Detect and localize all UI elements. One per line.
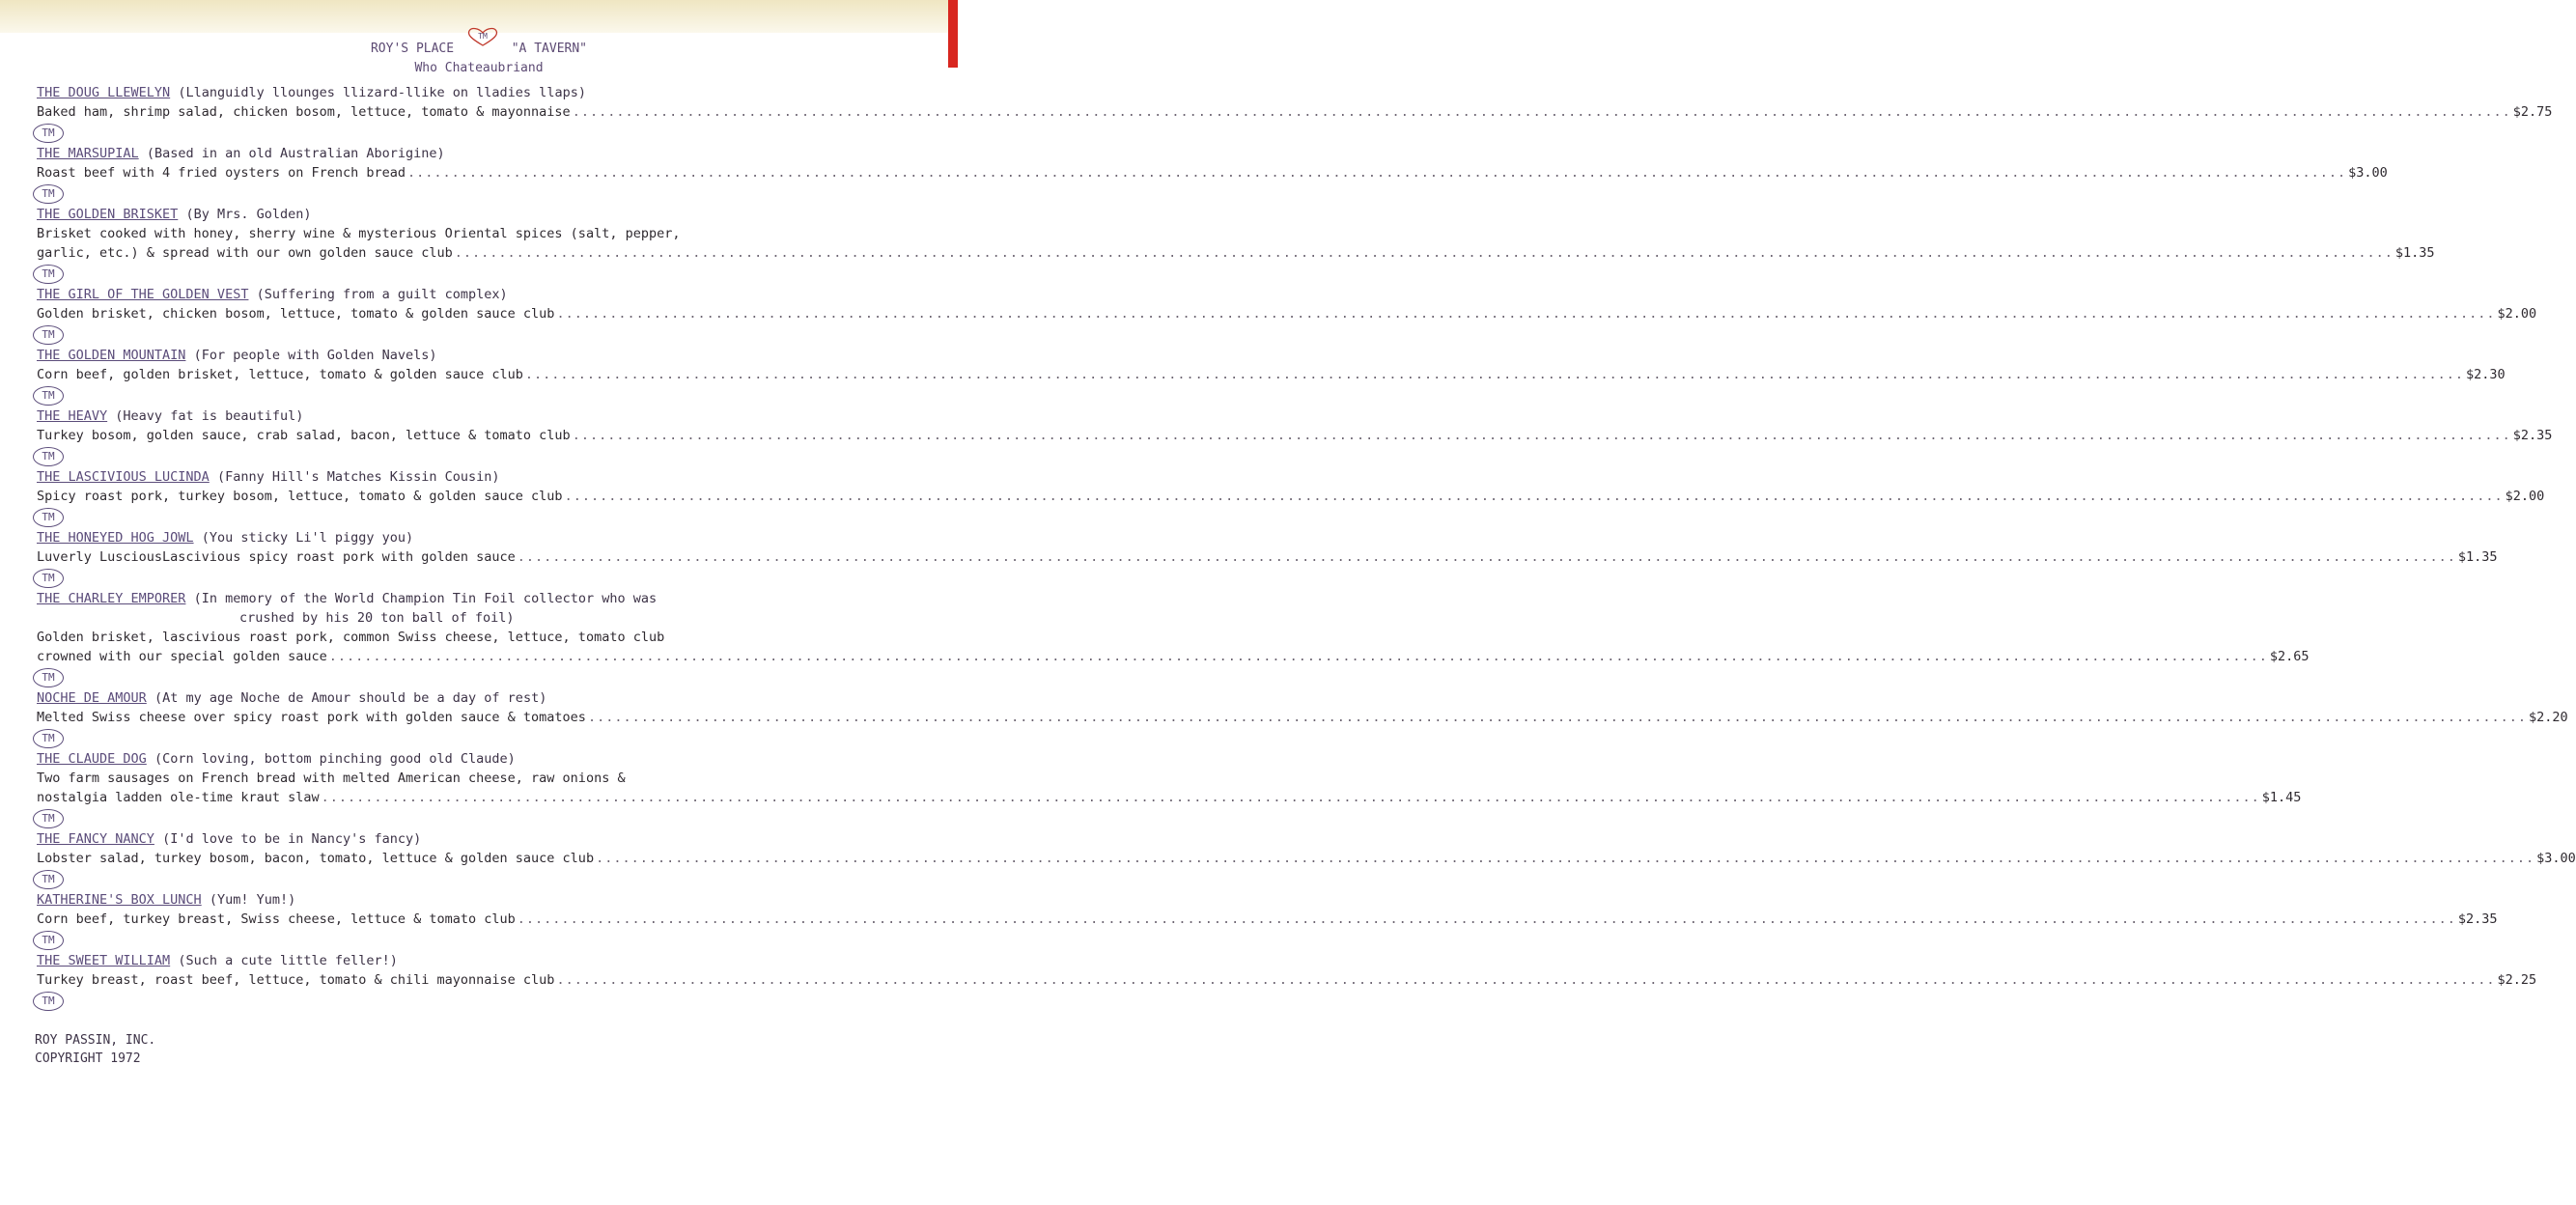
menu-item-name: THE GOLDEN BRISKET — [37, 207, 179, 222]
dot-leader: ............................................................................................................................................................................................................................ — [524, 367, 2465, 382]
menu-item-description — [37, 163, 2388, 182]
menu-item-description-text: Golden brisket, chicken bosom, lettuce, tomato & golden sauce club — [37, 306, 555, 322]
menu-item-price: $2.75 — [2512, 104, 2553, 120]
tm-stamp: TM — [33, 569, 64, 588]
menu-item — [37, 285, 2537, 346]
menu-item-description — [37, 304, 2537, 323]
menu-item-note: (You sticky Li'l piggy you) — [201, 530, 414, 546]
menu-item-name: THE LASCIVIOUS LUCINDA — [37, 469, 210, 485]
dot-leader: ............................................................................................................................................................................................................................ — [517, 911, 2456, 927]
menu-item-description — [37, 426, 2553, 445]
menu-item-note: (Suffering from a guilt complex) — [256, 287, 508, 302]
dot-leader: ............................................................................................................................................................................................................................ — [556, 972, 2496, 988]
menu-item-description — [37, 365, 2506, 384]
dot-leader: ............................................................................................................................................................................................................................ — [454, 245, 2394, 261]
menu-item — [37, 749, 2302, 829]
menu-item-price: $2.65 — [2269, 649, 2310, 664]
dot-leader: ............................................................................................................................................................................................................................ — [517, 549, 2456, 565]
menu-item-price: $2.25 — [2497, 972, 2537, 988]
menu-item-title-line — [37, 749, 935, 769]
tm-stamp: TM — [33, 447, 64, 466]
dot-leader: ............................................................................................................................................................................................................................ — [321, 790, 2260, 805]
dot-leader: ............................................................................................................................................................................................................................ — [572, 428, 2511, 443]
menu-item-price: $2.35 — [2512, 428, 2553, 443]
menu-item — [37, 688, 2568, 749]
tm-stamp: TM — [33, 992, 64, 1011]
menu-item-description — [37, 849, 2576, 868]
menu-item — [37, 205, 2435, 285]
menu-item-description — [37, 647, 2310, 666]
header-tavern: "A TAVERN" — [511, 42, 588, 56]
menu-item-name: THE CLAUDE DOG — [37, 751, 147, 767]
menu-item-price: $1.45 — [2261, 790, 2302, 805]
menu-item-title-line — [37, 406, 935, 426]
dot-leader: ............................................................................................................................................................................................................................ — [328, 649, 2268, 664]
menu-item-title-line — [37, 528, 935, 547]
menu-item-title-line — [37, 205, 935, 224]
menu-item-description-text: garlic, etc.) & spread with our own golden sauce club — [37, 245, 453, 261]
tm-stamp: TM — [33, 508, 64, 527]
tm-stamp: TM — [33, 931, 64, 950]
tm-stamp: TM — [33, 325, 64, 345]
menu-item-title-line — [37, 285, 935, 304]
dot-leader: ............................................................................................................................................................................................................................ — [556, 306, 2496, 322]
menu-item-description — [37, 547, 2498, 567]
menu-item-note: (Such a cute little feller!) — [178, 953, 398, 968]
menu-item-note: (In memory of the World Champion Tin Foil collector who was — [193, 591, 658, 606]
menu-item-title-line — [37, 829, 935, 849]
menu-item-title-line — [37, 144, 935, 163]
tm-heart-text: TM — [478, 32, 488, 41]
menu-item-description-line: Golden brisket, lascivious roast pork, common Swiss cheese, lettuce, tomato club — [37, 630, 665, 645]
header-line-1 — [0, 33, 958, 59]
tm-stamp: TM — [33, 184, 64, 204]
menu-item-price: $2.00 — [2505, 489, 2545, 504]
header-restaurant-name: ROY'S PLACE — [370, 42, 455, 56]
menu-item-name: THE DOUG LLEWELYN — [37, 85, 171, 100]
menu-item — [37, 589, 2310, 688]
header-subtitle: Who Chateaubriand — [414, 61, 544, 75]
menu-item — [37, 951, 2537, 1012]
menu-item-description-text: nostalgia ladden ole-time kraut slaw — [37, 790, 320, 805]
menu-item-description-line: Two farm sausages on French bread with melted American cheese, raw onions & — [37, 771, 626, 786]
menu-item-description — [37, 243, 2435, 263]
menu-item-note: (I'd love to be in Nancy's fancy) — [162, 831, 422, 847]
menu-item-name: THE GIRL OF THE GOLDEN VEST — [37, 287, 249, 302]
menu-item-description-text: Corn beef, golden brisket, lettuce, tomato & golden sauce club — [37, 367, 523, 382]
menu-item — [37, 528, 2498, 589]
menu-item-description — [37, 788, 2302, 807]
menu-item-name: THE GOLDEN MOUNTAIN — [37, 348, 186, 363]
menu-item-title-line — [37, 890, 935, 910]
menu-item-note: (Fanny Hill's Matches Kissin Cousin) — [216, 469, 500, 485]
dot-leader: ............................................................................................................................................................................................................................ — [572, 104, 2511, 120]
menu-item-description — [37, 487, 2545, 506]
menu-item-description-line: Brisket cooked with honey, sherry wine & mysterious Oriental spices (salt, pepper, — [37, 226, 681, 241]
menu-item-name: THE MARSUPIAL — [37, 146, 139, 161]
menu-item-note: (By Mrs. Golden) — [185, 207, 312, 222]
footer-copyright: COPYRIGHT 1972 — [35, 1051, 141, 1066]
menu-item-description — [37, 102, 2553, 122]
menu-item-note: (Heavy fat is beautiful) — [115, 408, 304, 424]
menu-item-note: (Based in an old Australian Aborigine) — [146, 146, 445, 161]
tm-stamp: TM — [33, 124, 64, 143]
menu-item-note: (Llanguidly llounges llizard-llike on lladies llaps) — [178, 85, 586, 100]
menu-item-price: $3.00 — [2536, 851, 2576, 866]
menu-item-price: $2.35 — [2457, 911, 2498, 927]
menu-item-note-continued: crushed by his 20 ton ball of foil) — [239, 610, 515, 626]
menu-item-name: THE HEAVY — [37, 408, 108, 424]
menu-item-price: $2.30 — [2466, 367, 2506, 382]
menu-item-description — [37, 910, 2498, 929]
menu-item-name: THE SWEET WILLIAM — [37, 953, 171, 968]
menu-item — [37, 406, 2553, 467]
dot-leader: ............................................................................................................................................................................................................................ — [587, 710, 2528, 725]
tm-stamp: TM — [33, 265, 64, 284]
tm-heart-stamp — [465, 27, 500, 46]
tm-stamp: TM — [33, 668, 64, 687]
dot-leader: ............................................................................................................................................................................................................................ — [407, 165, 2347, 181]
menu-item-price: $1.35 — [2394, 245, 2435, 261]
menu-item-price: $2.00 — [2497, 306, 2537, 322]
menu-item-price: $3.00 — [2348, 165, 2388, 181]
tm-stamp: TM — [33, 386, 64, 406]
menu-item — [37, 83, 2553, 144]
menu-item-title-line — [37, 589, 935, 608]
menu-item-title-line — [37, 467, 935, 487]
menu-item-name: THE CHARLEY EMPORER — [37, 591, 186, 606]
tm-stamp: TM — [33, 870, 64, 889]
dot-leader: ............................................................................................................................................................................................................................ — [596, 851, 2535, 866]
menu-item-note: (At my age Noche de Amour should be a day of rest) — [154, 690, 547, 706]
menu-item-description-text: Lobster salad, turkey bosom, bacon, tomato, lettuce & golden sauce club — [37, 851, 595, 866]
menu-item — [37, 144, 2388, 205]
menu-item-title-line — [37, 83, 935, 102]
menu-item-description — [37, 970, 2537, 990]
menu-item-title-line — [37, 688, 935, 708]
menu-item-note: (Corn loving, bottom pinching good old Claude) — [154, 751, 516, 767]
menu-item-name: THE HONEYED HOG JOWL — [37, 530, 194, 546]
tm-stamp: TM — [33, 809, 64, 828]
menu-item-price: $1.35 — [2457, 549, 2498, 565]
menu-item-note: (For people with Golden Navels) — [193, 348, 437, 363]
menu-item — [37, 467, 2545, 528]
menu-item-name: KATHERINE'S BOX LUNCH — [37, 892, 202, 908]
menu-item-description — [37, 708, 2568, 727]
menu-item-description-text: Corn beef, turkey breast, Swiss cheese, lettuce & tomato club — [37, 911, 516, 927]
tm-stamp: TM — [33, 729, 64, 748]
menu-item — [37, 346, 2506, 406]
footer — [35, 1031, 155, 1068]
menu-item-description-text: crowned with our special golden sauce — [37, 649, 327, 664]
menu-item-title-line — [37, 951, 935, 970]
menu-item-note: (Yum! Yum!) — [209, 892, 296, 908]
menu-item-name: THE FANCY NANCY — [37, 831, 154, 847]
menu-item-description-text: Melted Swiss cheese over spicy roast pork with golden sauce & tomatoes — [37, 710, 586, 725]
menu-item-description-text: Spicy roast pork, turkey bosom, lettuce, tomato & golden sauce club — [37, 489, 563, 504]
menu-item-description-text: Turkey bosom, golden sauce, crab salad, bacon, lettuce & tomato club — [37, 428, 571, 443]
menu-item — [37, 829, 2576, 890]
menu-list — [37, 83, 2576, 1012]
menu-item — [37, 890, 2498, 951]
menu-item-price: $2.20 — [2529, 710, 2568, 725]
menu-item-description-text: Roast beef with 4 fried oysters on French bread — [37, 165, 406, 181]
menu-item-name: NOCHE DE AMOUR — [37, 690, 147, 706]
menu-item-description-text: Luverly LusciousLascivious spicy roast pork with golden sauce — [37, 549, 516, 565]
menu-item-title-line — [37, 346, 935, 365]
menu-header — [0, 33, 958, 78]
menu-item-description-text: Baked ham, shrimp salad, chicken bosom, lettuce, tomato & mayonnaise — [37, 104, 571, 120]
menu-item-description-text: Turkey breast, roast beef, lettuce, tomato & chili mayonnaise club — [37, 972, 555, 988]
dot-leader: ............................................................................................................................................................................................................................ — [564, 489, 2504, 504]
footer-company: ROY PASSIN, INC. — [35, 1033, 156, 1048]
